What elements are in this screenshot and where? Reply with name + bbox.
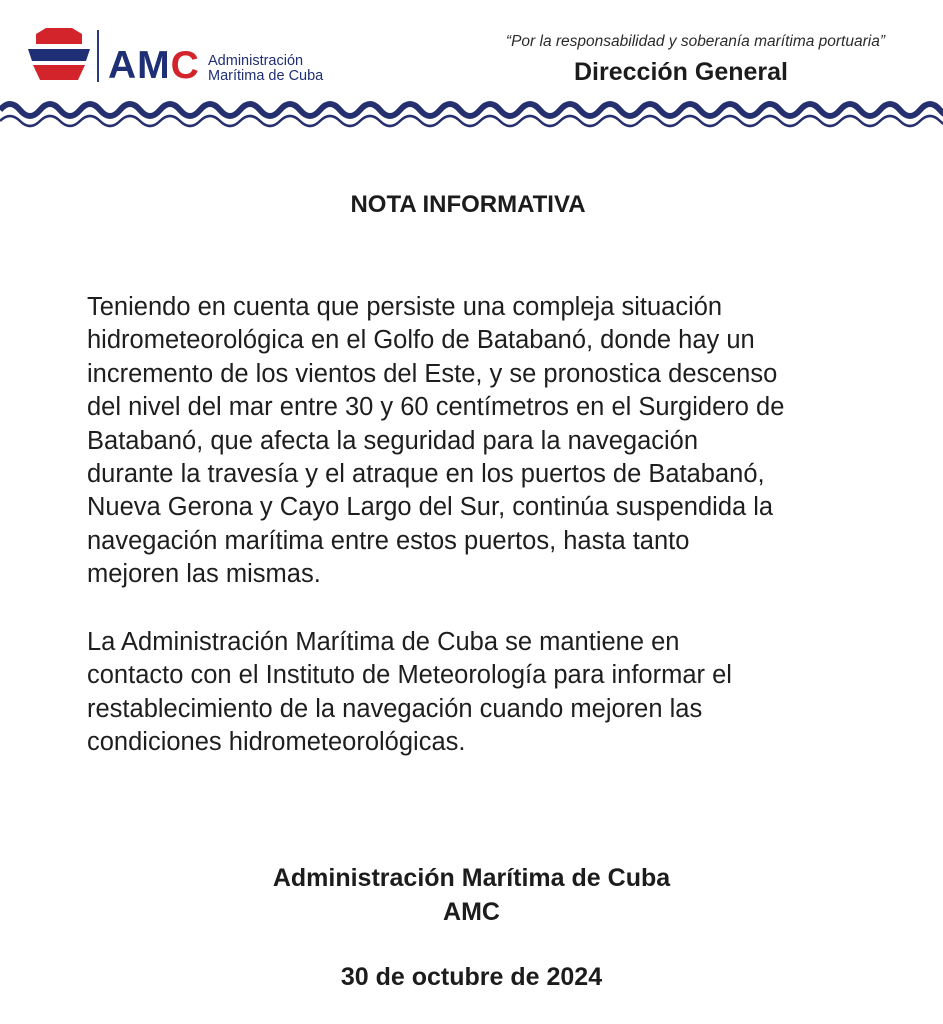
- paragraph-line: Nueva Gerona y Cayo Largo del Sur, continúa suspendida la: [87, 493, 774, 522]
- paragraph-line: contacto con el Instituto de Meteorología para informar el: [87, 661, 732, 690]
- paragraph-line: del nivel del mar entre 30 y 60 centímetros en el Surgidero de: [87, 393, 785, 422]
- letterhead: [0, 0, 943, 135]
- paragraph-line: La Administración Marítima de Cuba se mantiene en: [87, 628, 680, 656]
- paragraph-contact: [87, 626, 857, 760]
- paragraph-line: Batabanó, que afecta la seguridad para la navegación: [87, 426, 699, 455]
- department-title: Dirección General: [574, 58, 788, 86]
- logo-organization-name: [208, 54, 323, 84]
- document-title: NOTA INFORMATIVA: [350, 191, 586, 218]
- logo-divider: [97, 30, 99, 82]
- logo-name-line2: Marítima de Cuba: [208, 68, 324, 84]
- paragraph-line: hidrometeorológica en el Golfo de Batabanó, donde hay un: [87, 326, 755, 355]
- paragraph-line: mejoren las mismas.: [87, 560, 321, 589]
- paragraph-line: incremento de los vientos del Este, y se pronostica descenso: [87, 359, 778, 388]
- wave-border-icon: [0, 96, 943, 135]
- paragraph-line: navegación marítima entre estos puertos, hasta tanto: [87, 526, 690, 555]
- paragraph-situation: [87, 291, 857, 592]
- paragraph-line: restablecimiento de la navegación cuando mejoren las: [87, 694, 703, 723]
- signature-organization: Administración Marítima de Cuba: [272, 864, 671, 892]
- logo-abbr-red: C: [170, 44, 200, 87]
- document-date: 30 de octubre de 2024: [340, 963, 603, 991]
- logo-abbr-navy: AM: [108, 44, 171, 87]
- logo-name-line1: Administración: [208, 53, 304, 69]
- logo-abbreviation: [108, 46, 200, 85]
- paragraph-line: durante la travesía y el atraque en los puertos de Batabanó,: [87, 460, 765, 489]
- motto: “Por la responsabilidad y soberanía marítima portuaria”: [505, 33, 885, 50]
- signature-abbreviation: AMC: [443, 898, 500, 926]
- paragraph-line: condiciones hidrometeorológicas.: [87, 728, 466, 757]
- paragraph-line: Teniendo en cuenta que persiste una compleja situación: [87, 293, 723, 321]
- ship-hull-logo-icon: [26, 28, 92, 89]
